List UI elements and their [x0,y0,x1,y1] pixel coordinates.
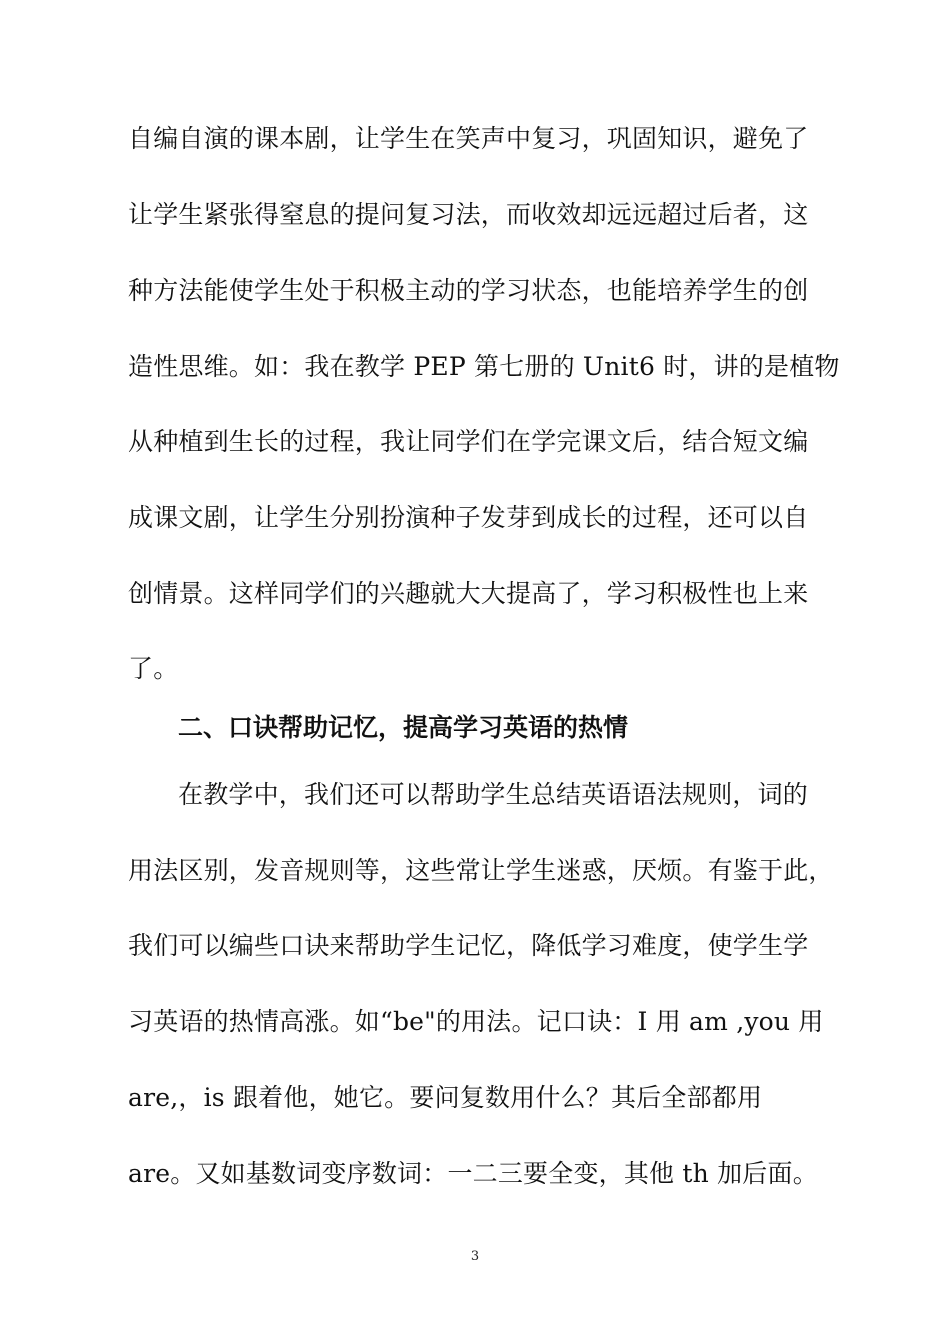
paragraph-line: 从种植到生长的过程，我让同学们在学完课文后，结合短文编 [128,427,809,456]
paragraph-line: 自编自演的课本剧，让学生在笑声中复习，巩固知识，避免了 [128,124,809,153]
paragraph-line: 在教学中，我们还可以帮助学生总结英语语法规则，词的 [178,780,809,809]
paragraph-line: 让学生紧张得窒息的提问复习法，而收效却远远超过后者，这 [128,200,809,229]
section-heading: 二、口诀帮助记忆，提高学习英语的热情 [178,713,629,742]
paragraph-line: 造性思维。如：我在教学 PEP 第七册的 Unit6 时，讲的是植物 [128,352,840,381]
paragraph-line: 成课文剧，让学生分别扮演种子发芽到成长的过程，还可以自 [128,503,809,532]
paragraph-line: 习英语的热情高涨。如“be"的用法。记口诀：I 用 am ,you 用 [128,1007,824,1036]
paragraph-line: are。又如基数词变序数词：一二三要全变，其他 th 加后面。 [128,1159,818,1188]
paragraph-line: 种方法能使学生处于积极主动的学习状态，也能培养学生的创 [128,276,809,305]
page-number: 3 [470,1249,480,1264]
paragraph-line: 用法区别，发音规则等，这些常让学生迷惑，厌烦。有鉴于此， [128,856,834,885]
paragraph-line: 我们可以编些口诀来帮助学生记忆，降低学习难度，使学生学 [128,931,809,960]
paragraph-line: 了。 [128,654,179,683]
paragraph-line: are,，is 跟着他，她它。要问复数用什么？其后全部都用 [128,1083,763,1112]
paragraph-line: 创情景。这样同学们的兴趣就大大提高了，学习积极性也上来 [128,579,809,608]
